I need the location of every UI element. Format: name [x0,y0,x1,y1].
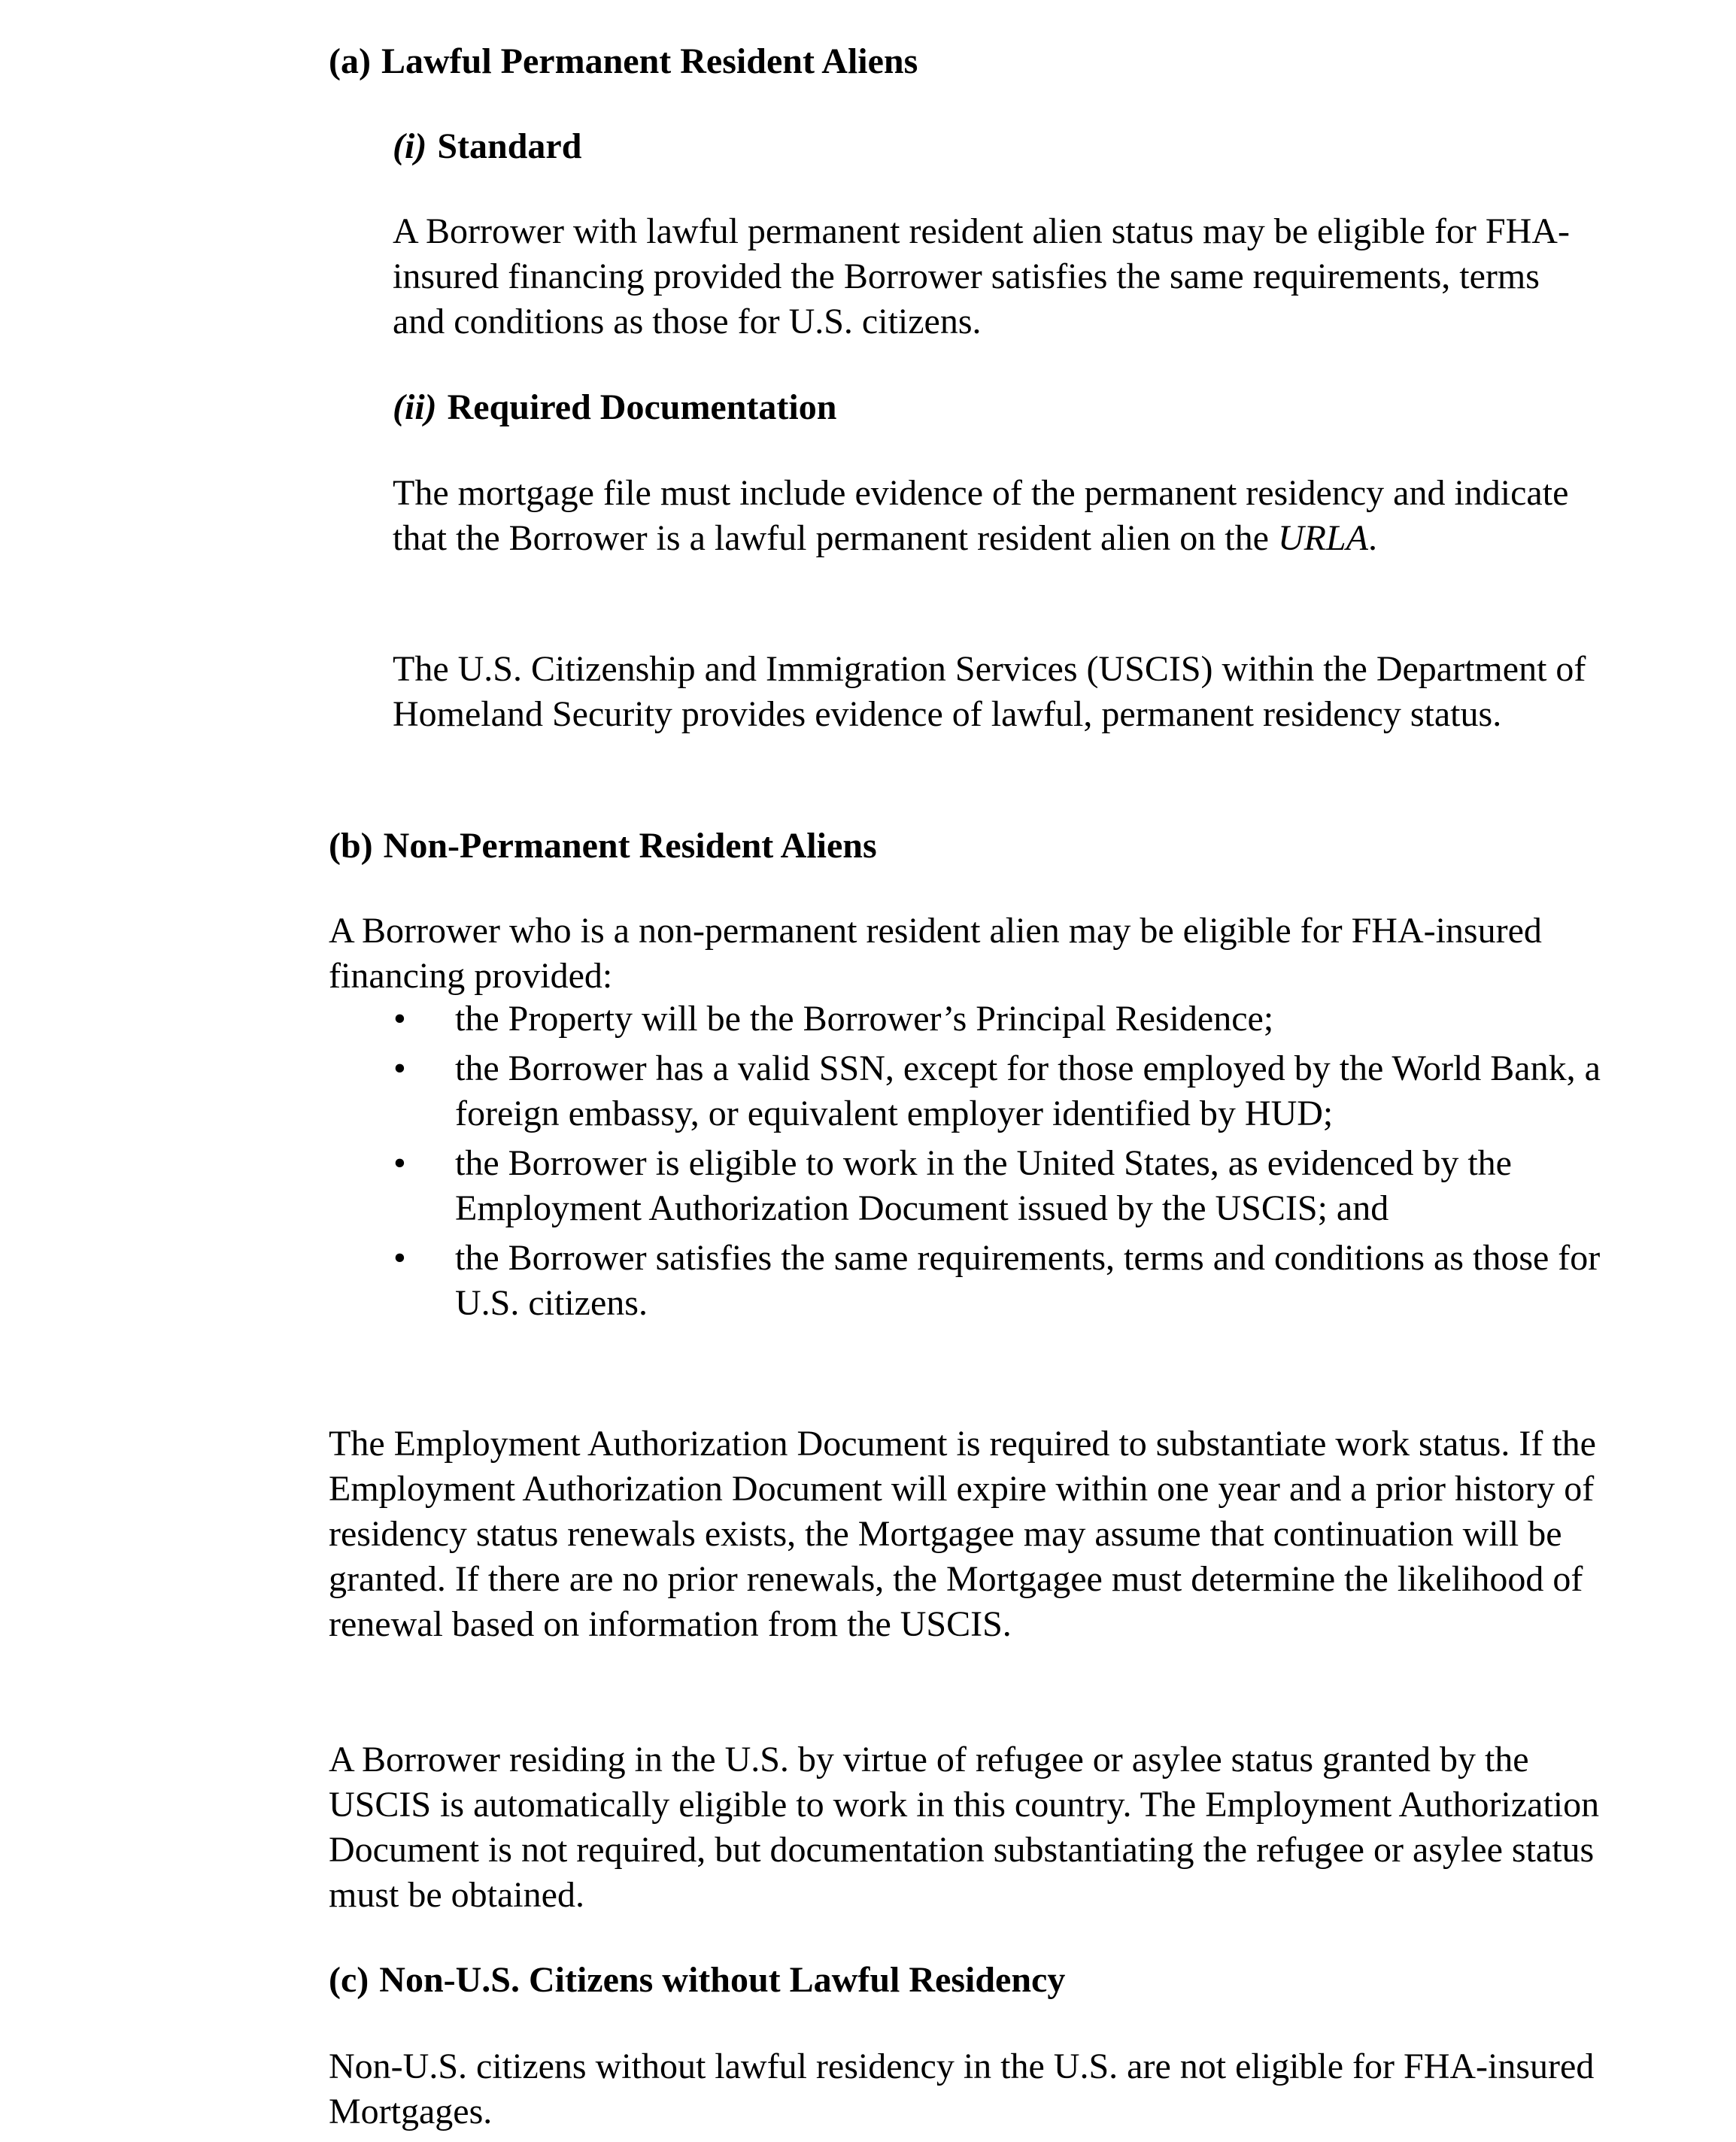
subsection-ii-title: Required Documentation [447,387,837,427]
section-b-paragraph-3: A Borrower residing in the U.S. by virtue of refugee or asylee status granted by the USCIS is automatically eligible to work in this country. The Employment Authorization Document is not required, but documentation substantiating the refugee or asylee status must be obtained. [329,1740,1600,1915]
subsection-ii-paragraph-1 [393,471,1611,561]
subsection-ii-paragraph-1-text: The mortgage file must include evidence of the permanent residency and indicate that the Borrower is a lawful permanent resident alien on the [393,473,1569,558]
section-a-number: (a) [329,41,371,81]
subsection-i-number: (i) [393,126,427,166]
section-c-heading [329,1958,1065,2003]
list-item [387,997,1621,1042]
bullet-icon: • [393,1143,406,1183]
list-item [387,1046,1621,1136]
section-b-heading [329,824,877,869]
bullet-text: the Borrower is eligible to work in the United States, as evidenced by the Employment Authorization Document issued by the USCIS; and [455,1143,1512,1228]
list-item [387,1141,1621,1231]
bullet-icon: • [393,1048,406,1088]
section-b-number: (b) [329,826,373,866]
bullet-text: the Borrower has a valid SSN, except for those employed by the World Bank, a foreign embassy, or equivalent employer identified by HUD; [455,1048,1601,1133]
section-b-title: Non-Permanent Resident Aliens [383,826,877,866]
eligibility-bullet-list [387,997,1621,1330]
section-c-number: (c) [329,1960,369,2000]
subsection-ii-number: (ii) [393,387,437,427]
section-a-title: Lawful Permanent Resident Aliens [381,41,918,81]
subsection-ii-paragraph-2: The U.S. Citizenship and Immigration Services (USCIS) within the Department of Homeland Security provides evidence of lawful, permanent residency status. [393,649,1586,734]
list-item [387,1236,1621,1326]
section-b-intro: A Borrower who is a non-permanent resident alien may be eligible for FHA-insured financing provided: [329,911,1542,996]
section-c-title: Non-U.S. Citizens without Lawful Residency [379,1960,1066,2000]
urla-term: URLA [1277,518,1368,558]
bullet-icon: • [393,1238,406,1278]
subsection-i-title: Standard [437,126,582,166]
section-c-paragraph: Non-U.S. citizens without lawful residency in the U.S. are not eligible for FHA-insured Mortgages. [329,2046,1595,2131]
subsection-i-paragraph: A Borrower with lawful permanent resident alien status may be eligible for FHA-insured financing provided the Borrower satisfies the same requirements, terms and conditions as those for U.S. citizens. [393,211,1570,341]
section-a-heading [329,39,918,84]
bullet-icon: • [393,999,406,1039]
bullet-text: the Property will be the Borrower’s Principal Residence; [455,999,1274,1039]
subsection-ii-paragraph-1-end: . [1367,518,1377,558]
subsection-i-heading [393,124,581,169]
subsection-ii-heading [393,385,836,430]
section-b-paragraph-2: The Employment Authorization Document is required to substantiate work status. If the Employment Authorization Document will expire within one year and a prior history of residency status renewals exists, the Mortgagee may assume that continuation will be granted. If there are no prior renewals, the Mortgagee must determine the likelihood of renewal based on information from the USCIS. [329,1424,1596,1644]
bullet-text: the Borrower satisfies the same requirements, terms and conditions as those for U.S. citizens. [455,1238,1601,1323]
